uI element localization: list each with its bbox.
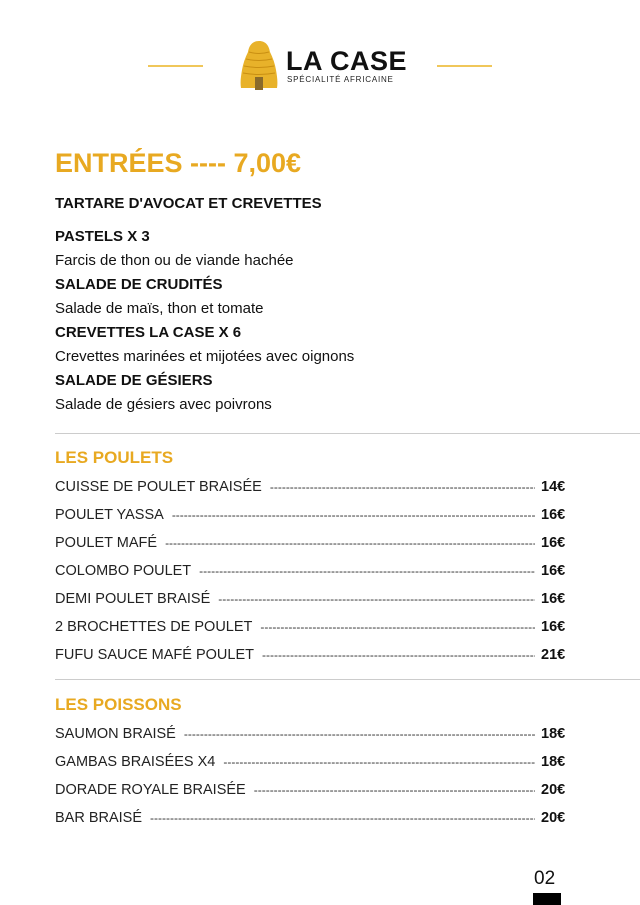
divider	[55, 679, 640, 680]
item-price: 18€	[541, 726, 566, 742]
item-name: SAUMON BRAISÉ	[55, 726, 176, 742]
menu-item	[55, 561, 573, 589]
leader-dots	[218, 589, 535, 609]
leader-dots	[270, 477, 535, 497]
item-price: 16€	[541, 619, 566, 635]
item-name: DORADE ROYALE BRAISÉE	[55, 782, 246, 798]
page-number: 02	[534, 868, 556, 889]
poissons-heading: LES POISSONS	[55, 695, 182, 714]
poissons-list	[55, 724, 573, 836]
brand-name: LA CASE	[286, 46, 408, 76]
brand-tagline: SPÉCIALITÉ AFRICAINE	[287, 75, 394, 84]
entree-name: SALADE DE GÉSIERS	[55, 372, 213, 389]
entree-desc: Farcis de thon ou de viande hachée	[55, 252, 294, 269]
leader-dots	[172, 505, 535, 525]
item-price: 21€	[541, 647, 566, 663]
leader-dots	[184, 724, 535, 744]
menu-item	[55, 752, 573, 780]
item-price: 14€	[541, 479, 566, 495]
leader-dots	[150, 808, 535, 828]
menu-item	[55, 617, 573, 645]
item-price: 20€	[541, 782, 566, 798]
menu-item	[55, 724, 573, 752]
menu-item	[55, 505, 573, 533]
menu-item	[55, 645, 573, 673]
menu-item	[55, 808, 573, 836]
item-price: 18€	[541, 754, 566, 770]
menu-item	[55, 533, 573, 561]
menu-item	[55, 589, 573, 617]
hut-icon	[240, 40, 278, 92]
poulets-heading: LES POULETS	[55, 448, 174, 467]
item-name: COLOMBO POULET	[55, 563, 192, 579]
leader-dots	[199, 561, 535, 581]
entree-desc: Salade de gésiers avec poivrons	[55, 396, 272, 413]
item-name: BAR BRAISÉ	[55, 810, 143, 826]
entree-desc: Crevettes marinées et mijotées avec oignons	[55, 348, 355, 365]
item-name: POULET MAFÉ	[55, 535, 158, 551]
poulets-list	[55, 477, 573, 673]
item-price: 20€	[541, 810, 566, 826]
leader-dots	[262, 645, 535, 665]
leader-dots	[165, 533, 535, 553]
entrees-heading: ENTRÉES ---- 7,00€	[55, 148, 302, 178]
logo	[240, 40, 410, 92]
item-name: GAMBAS BRAISÉES X4	[55, 754, 216, 770]
entree-desc: Salade de maïs, thon et tomate	[55, 300, 264, 317]
item-price: 16€	[541, 591, 566, 607]
entrees-list	[55, 194, 354, 419]
page-marker	[533, 893, 561, 905]
item-name: CUISSE DE POULET BRAISÉE	[55, 479, 262, 495]
decorative-line-right	[437, 65, 492, 67]
leader-dots	[223, 752, 535, 772]
item-price: 16€	[541, 507, 566, 523]
entree-name: SALADE DE CRUDITÉS	[55, 276, 223, 293]
divider	[55, 433, 640, 434]
item-name: POULET YASSA	[55, 507, 164, 523]
leader-dots	[260, 617, 535, 637]
item-price: 16€	[541, 535, 566, 551]
menu-item	[55, 477, 573, 505]
item-name: FUFU SAUCE MAFÉ POULET	[55, 647, 254, 663]
item-name: DEMI POULET BRAISÉ	[55, 591, 211, 607]
entree-name: PASTELS X 3	[55, 228, 150, 245]
item-price: 16€	[541, 563, 566, 579]
menu-item	[55, 780, 573, 808]
decorative-line-left	[148, 65, 203, 67]
entree-name: CREVETTES LA CASE X 6	[55, 324, 242, 341]
item-name: 2 BROCHETTES DE POULET	[55, 619, 253, 635]
leader-dots	[254, 780, 535, 800]
entree-name: TARTARE D'AVOCAT ET CREVETTES	[55, 195, 322, 212]
